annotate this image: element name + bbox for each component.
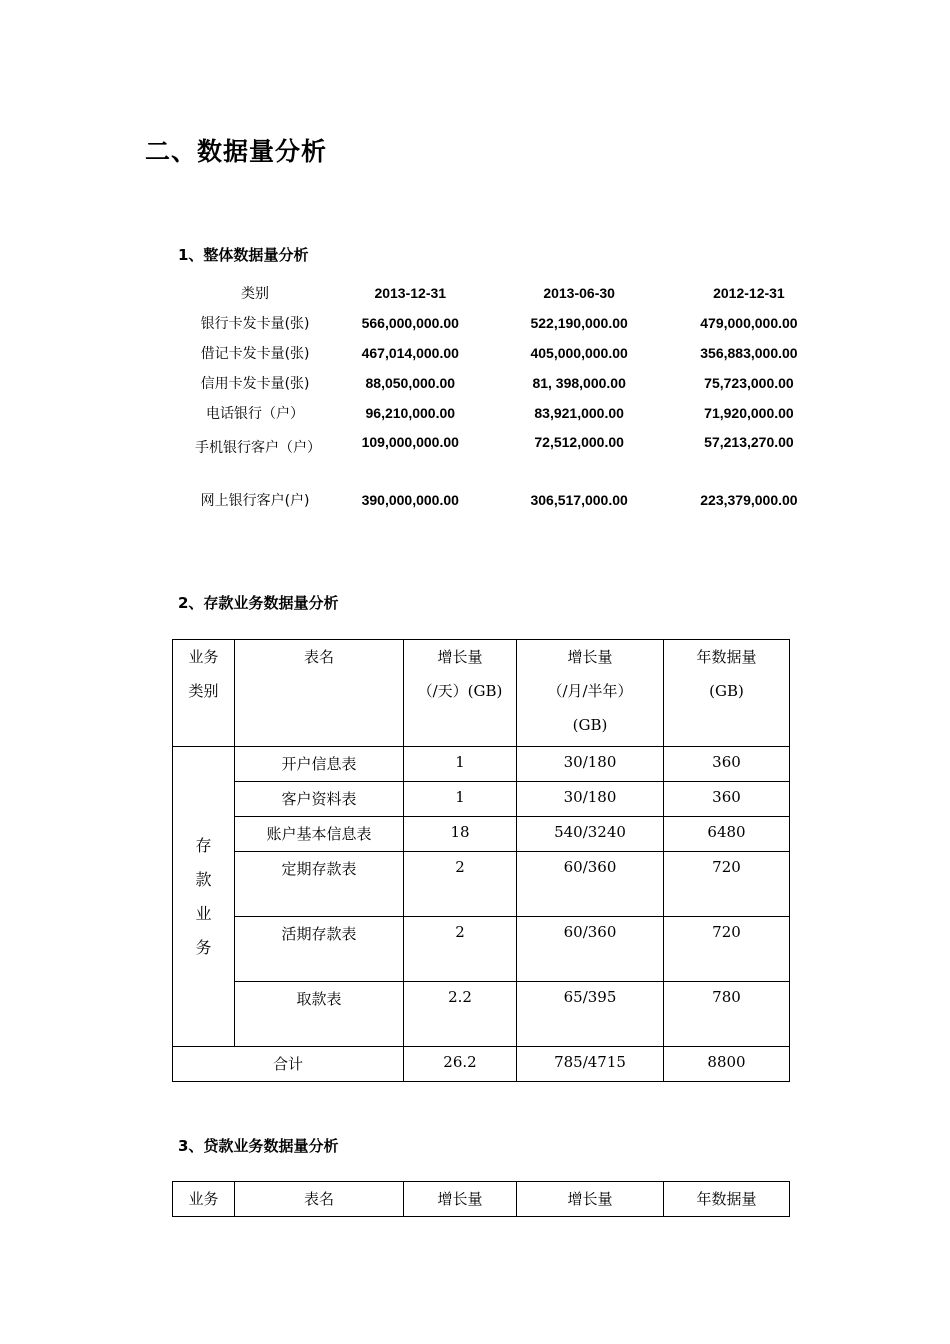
- header-yearly-volume: 年数据量: [664, 1182, 790, 1217]
- header-date-3: 2012-12-31: [713, 285, 785, 301]
- row-value: 57,213,270.00: [704, 434, 794, 450]
- yearly-volume-cell: 780: [664, 982, 790, 1047]
- business-type-char: 款: [195, 869, 212, 889]
- row-value: 405,000,000.00: [530, 345, 628, 361]
- business-type-cell: [173, 747, 235, 1047]
- row-value: 75,723,000.00: [704, 375, 794, 391]
- row-category: 手机银行客户（户）: [195, 440, 322, 456]
- daily-growth-cell: 2: [404, 917, 517, 982]
- header-date-1: 2013-12-31: [374, 285, 447, 301]
- table-name-cell: 定期存款表: [235, 852, 404, 917]
- row-value: 71,920,000.00: [704, 405, 794, 421]
- header-monthly-growth-label: 增长量: [567, 648, 613, 666]
- table-row: [172, 398, 822, 428]
- yearly-volume-cell: 360: [664, 747, 790, 782]
- table-row: [172, 485, 822, 515]
- header-daily-growth: 增长量: [404, 1182, 517, 1217]
- header-yearly-volume-unit: (GB): [709, 682, 744, 700]
- section-title: 二、数据量分析: [145, 137, 328, 166]
- row-category: 电话银行（户）: [206, 406, 305, 422]
- header-date-2: 2013-06-30: [543, 285, 615, 301]
- row-value: 566,000,000.00: [361, 315, 459, 331]
- monthly-growth-cell: 65/395: [517, 982, 664, 1047]
- row-category: 网上银行客户(户): [200, 493, 310, 509]
- header-table-name: 表名: [235, 640, 404, 747]
- table-row: [172, 308, 822, 338]
- total-label-cell: 合计: [173, 1047, 404, 1082]
- daily-growth-cell: 18: [404, 817, 517, 852]
- row-value: 467,014,000.00: [361, 345, 459, 361]
- header-yearly-volume-label: 年数据量: [696, 648, 757, 666]
- table-header-row: [173, 1182, 790, 1217]
- row-value: 88,050,000.00: [365, 375, 456, 391]
- header-category: 类别: [241, 286, 270, 302]
- business-type-char: 业: [195, 903, 212, 923]
- row-category: 银行卡发卡量(张): [200, 316, 310, 332]
- total-daily-cell: 26.2: [404, 1047, 517, 1082]
- subsection-title-1: 1、整体数据量分析: [178, 246, 309, 264]
- total-yearly-cell: 8800: [664, 1047, 790, 1082]
- table-row: [172, 368, 822, 398]
- daily-growth-cell: 2.2: [404, 982, 517, 1047]
- table-name-cell: 开户信息表: [235, 747, 404, 782]
- header-monthly-growth: [517, 640, 664, 747]
- header-business-type: 业务: [173, 1182, 235, 1217]
- monthly-growth-cell: 60/360: [517, 917, 664, 982]
- header-table-name: 表名: [235, 1182, 404, 1217]
- table-name-cell: 客户资料表: [235, 782, 404, 817]
- daily-growth-cell: 1: [404, 747, 517, 782]
- header-monthly-growth: 增长量: [517, 1182, 664, 1217]
- table-row: [173, 817, 790, 852]
- row-value: 479,000,000.00: [700, 315, 798, 331]
- table-row: [172, 338, 822, 368]
- yearly-volume-cell: 6480: [664, 817, 790, 852]
- row-value: 96,210,000.00: [365, 405, 456, 421]
- subsection-title-3: 3、贷款业务数据量分析: [178, 1137, 339, 1155]
- row-value: 109,000,000.00: [361, 434, 459, 450]
- monthly-growth-cell: 60/360: [517, 852, 664, 917]
- monthly-growth-cell: 30/180: [517, 747, 664, 782]
- row-value: 83,921,000.00: [534, 405, 624, 421]
- yearly-volume-cell: 720: [664, 917, 790, 982]
- overall-data-table: [172, 278, 822, 515]
- row-value: 390,000,000.00: [361, 492, 459, 508]
- total-monthly-cell: 785/4715: [517, 1047, 664, 1082]
- business-type-char: 存: [195, 835, 212, 855]
- row-category: 信用卡发卡量(张): [200, 376, 310, 392]
- row-value: 356,883,000.00: [700, 345, 798, 361]
- yearly-volume-cell: 360: [664, 782, 790, 817]
- header-monthly-growth-period: （/月/半年）: [547, 682, 633, 700]
- header-daily-growth: [404, 640, 517, 747]
- row-value: 306,517,000.00: [530, 492, 628, 508]
- header-yearly-volume: [664, 640, 790, 747]
- loan-data-table: [172, 1181, 790, 1217]
- subsection-title-2: 2、存款业务数据量分析: [178, 594, 339, 612]
- header-business-type: 业务类别: [173, 640, 235, 747]
- table-header-row: [172, 278, 822, 308]
- header-daily-growth-unit: （/天）(GB): [417, 682, 503, 700]
- deposit-data-table: [172, 639, 790, 1082]
- table-row: [173, 852, 790, 917]
- row-value: 81, 398,000.00: [532, 375, 626, 391]
- table-row: [173, 917, 790, 982]
- table-header-row: [173, 640, 790, 747]
- monthly-growth-cell: 30/180: [517, 782, 664, 817]
- table-name-cell: 账户基本信息表: [235, 817, 404, 852]
- yearly-volume-cell: 720: [664, 852, 790, 917]
- header-monthly-growth-unit: (GB): [572, 716, 608, 734]
- table-row: [173, 982, 790, 1047]
- table-row: [173, 747, 790, 782]
- daily-growth-cell: 2: [404, 852, 517, 917]
- table-row: [173, 782, 790, 817]
- row-value: 72,512,000.00: [534, 434, 624, 450]
- table-name-cell: 取款表: [235, 982, 404, 1047]
- business-type-char: 务: [195, 937, 212, 957]
- monthly-growth-cell: 540/3240: [517, 817, 664, 852]
- row-category: 借记卡发卡量(张): [200, 346, 310, 362]
- daily-growth-cell: 1: [404, 782, 517, 817]
- table-row: [172, 428, 822, 485]
- header-daily-growth-label: 增长量: [437, 648, 483, 666]
- row-value: 223,379,000.00: [700, 492, 798, 508]
- table-total-row: [173, 1047, 790, 1082]
- table-name-cell: 活期存款表: [235, 917, 404, 982]
- row-value: 522,190,000.00: [530, 315, 628, 331]
